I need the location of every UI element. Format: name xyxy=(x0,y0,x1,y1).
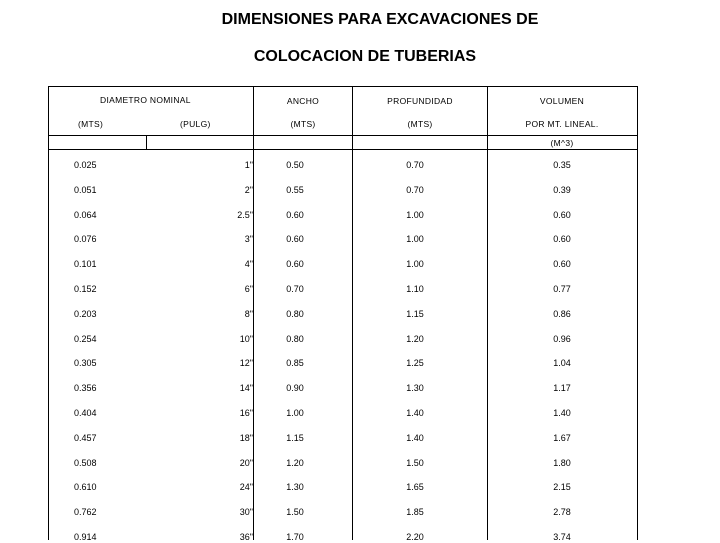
cell-mts: 0.762 xyxy=(74,507,97,518)
cell-profundidad: 1.00 xyxy=(406,209,424,220)
cell-mts: 0.152 xyxy=(74,284,97,294)
cell-volumen: 1.67 xyxy=(553,432,571,443)
cell-mts: 0.914 xyxy=(74,532,97,542)
cell-pulg: 1" xyxy=(244,160,253,170)
header-mts-ancho: (MTS) xyxy=(290,119,316,129)
cell-ancho: 1.15 xyxy=(286,432,304,443)
cell-mts: 0.025 xyxy=(74,160,97,170)
document-title-line-1: DIMENSIONES PARA EXCAVACIONES DE xyxy=(221,11,539,28)
header-volumen: VOLUMEN xyxy=(539,96,585,106)
cell-profundidad: 0.70 xyxy=(406,160,424,170)
cell-profundidad: 1.25 xyxy=(406,358,424,369)
cell-volumen: 1.40 xyxy=(553,408,571,418)
cell-pulg: 14" xyxy=(239,383,253,394)
cell-mts: 0.457 xyxy=(74,432,97,443)
cell-volumen: 0.60 xyxy=(553,209,571,220)
cell-pulg: 20" xyxy=(239,457,253,468)
cell-pulg: 6" xyxy=(244,284,253,294)
cell-volumen: 1.17 xyxy=(553,383,571,394)
cell-pulg: 3" xyxy=(244,234,253,245)
cell-ancho: 0.60 xyxy=(286,209,304,220)
header-mts-profundidad: (MTS) xyxy=(407,119,433,129)
cell-volumen: 0.35 xyxy=(553,160,571,170)
cell-mts: 0.076 xyxy=(74,234,97,245)
cell-pulg: 8" xyxy=(244,308,253,319)
cell-pulg: 18" xyxy=(239,432,253,443)
header-diametro-nominal: DIAMETRO NOMINAL xyxy=(100,95,191,105)
cell-mts: 0.404 xyxy=(74,408,97,418)
cell-profundidad: 1.50 xyxy=(406,457,424,468)
cell-pulg: 12" xyxy=(239,358,253,369)
cell-pulg: 24" xyxy=(239,482,253,493)
cell-profundidad: 1.40 xyxy=(406,408,424,418)
header-pulg: (PULG) xyxy=(180,119,211,129)
cell-profundidad: 1.10 xyxy=(406,284,424,294)
cell-mts: 0.508 xyxy=(74,457,97,468)
cell-profundidad: 2.20 xyxy=(406,532,424,542)
cell-profundidad: 1.20 xyxy=(406,333,424,344)
grid-line-right xyxy=(637,86,638,540)
cell-ancho: 0.50 xyxy=(286,160,304,170)
cell-ancho: 1.00 xyxy=(286,408,304,418)
cell-volumen: 0.60 xyxy=(553,259,571,270)
grid-line-mts-pulg xyxy=(146,135,147,149)
cell-volumen: 0.39 xyxy=(553,184,571,195)
cell-volumen: 0.60 xyxy=(553,234,571,245)
cell-profundidad: 1.15 xyxy=(406,308,424,319)
cell-pulg: 2.5" xyxy=(237,209,253,220)
cell-ancho: 0.70 xyxy=(286,284,304,294)
cell-mts: 0.356 xyxy=(74,383,97,394)
cell-mts: 0.203 xyxy=(74,308,97,319)
grid-line-header-mid xyxy=(48,135,638,136)
cell-profundidad: 0.70 xyxy=(406,184,424,195)
cell-mts: 0.051 xyxy=(74,184,97,195)
cell-volumen: 0.77 xyxy=(553,284,571,294)
cell-pulg: 4" xyxy=(244,259,253,270)
cell-mts: 0.610 xyxy=(74,482,97,493)
cell-ancho: 1.70 xyxy=(286,532,304,542)
grid-line-top xyxy=(48,86,638,87)
cell-ancho: 0.60 xyxy=(286,259,304,270)
cell-ancho: 0.55 xyxy=(286,184,304,195)
cell-profundidad: 1.00 xyxy=(406,234,424,245)
cell-volumen: 0.96 xyxy=(553,333,571,344)
cell-volumen: 2.15 xyxy=(553,482,571,493)
cell-ancho: 1.20 xyxy=(286,457,304,468)
cell-volumen: 3.74 xyxy=(553,532,571,542)
grid-line-header-bottom xyxy=(48,149,638,150)
cell-ancho: 0.90 xyxy=(286,383,304,394)
cell-mts: 0.064 xyxy=(74,209,97,220)
header-por-mt-lineal: POR MT. LINEAL. xyxy=(525,119,599,129)
cell-ancho: 0.85 xyxy=(286,358,304,369)
cell-ancho: 1.30 xyxy=(286,482,304,493)
header-mts-diametro: (MTS) xyxy=(78,119,104,129)
cell-pulg: 30" xyxy=(239,507,253,518)
cell-profundidad: 1.30 xyxy=(406,383,424,394)
cell-ancho: 0.60 xyxy=(286,234,304,245)
cell-profundidad: 1.85 xyxy=(406,507,424,518)
cell-pulg: 36" xyxy=(239,532,253,542)
header-ancho: ANCHO xyxy=(286,96,320,106)
cell-mts: 0.254 xyxy=(74,333,97,344)
grid-line-left xyxy=(48,86,49,540)
cell-mts: 0.305 xyxy=(74,358,97,369)
cell-pulg: 16" xyxy=(239,408,253,418)
cell-profundidad: 1.00 xyxy=(406,259,424,270)
document-title-line-2: COLOCACION DE TUBERIAS xyxy=(253,48,477,65)
cell-ancho: 1.50 xyxy=(286,507,304,518)
cell-volumen: 1.04 xyxy=(553,358,571,369)
cell-volumen: 1.80 xyxy=(553,457,571,468)
cell-profundidad: 1.40 xyxy=(406,432,424,443)
cell-profundidad: 1.65 xyxy=(406,482,424,493)
header-m3: (M^3) xyxy=(550,138,574,148)
cell-mts: 0.101 xyxy=(74,259,97,270)
cell-pulg: 10" xyxy=(239,333,253,344)
cell-volumen: 0.86 xyxy=(553,308,571,319)
cell-ancho: 0.80 xyxy=(286,333,304,344)
cell-pulg: 2" xyxy=(244,184,253,195)
cell-ancho: 0.80 xyxy=(286,308,304,319)
header-profundidad: PROFUNDIDAD xyxy=(387,96,453,106)
cell-volumen: 2.78 xyxy=(553,507,571,518)
